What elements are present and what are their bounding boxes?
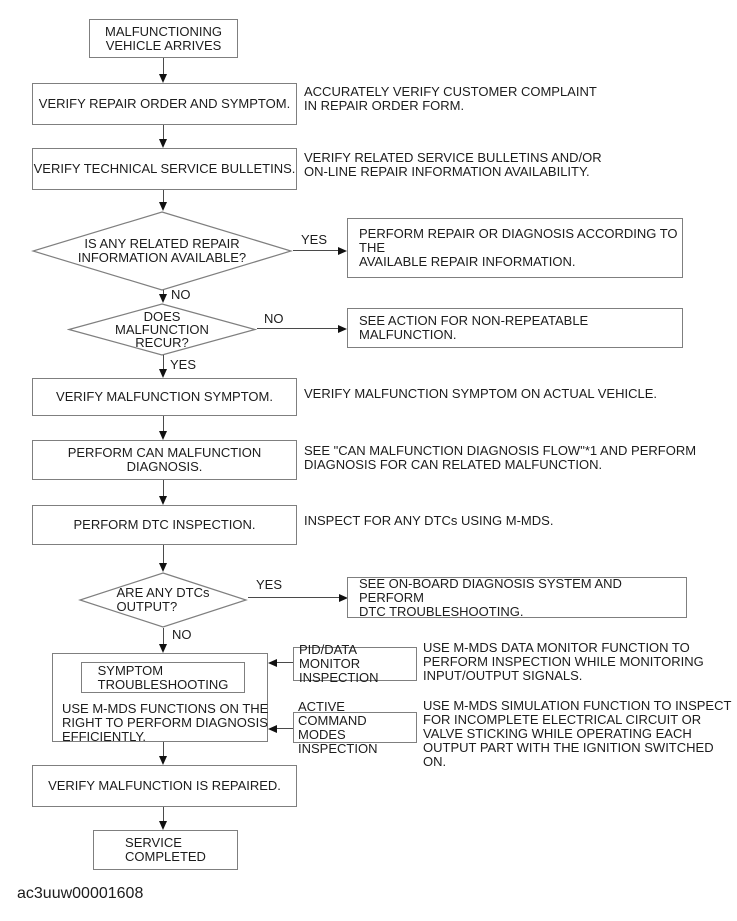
end-box-service-completed [93, 830, 238, 870]
arrow-down-icon [159, 139, 167, 148]
process-box-verify-tsb [32, 148, 297, 190]
process-label: VERIFY MALFUNCTION IS REPAIRED. [48, 778, 281, 793]
process-label: VERIFY TECHNICAL SERVICE BULLETINS. [33, 161, 296, 176]
action-line: SEE ACTION FOR NON-REPEATABLE MALFUNCTION. [359, 313, 589, 342]
branch-label-yes: YES [170, 357, 197, 372]
arrow-down-icon [159, 74, 167, 83]
note-line: VERIFY MALFUNCTION SYMPTOM ON ACTUAL VEHICLE. [304, 386, 657, 401]
decision-text [67, 303, 257, 356]
process-box-dtc-inspection [32, 505, 297, 545]
branch-label-yes: YES [256, 577, 283, 592]
note-symptom [304, 387, 657, 401]
arrow-down-icon [159, 496, 167, 505]
decision-text [31, 211, 293, 291]
title-line: SYMPTOM [97, 662, 164, 678]
symptom-troubleshooting-title-box [81, 662, 245, 693]
note-line: FOR INCOMPLETE ELECTRICAL CIRCUIT OR [423, 712, 702, 727]
branch-label-no: NO [171, 287, 191, 302]
connector-down [163, 807, 164, 822]
process-label: VERIFY REPAIR ORDER AND SYMPTOM. [38, 96, 291, 111]
arrow-down-icon [159, 202, 167, 211]
action-box-perform-repair [347, 218, 683, 278]
tool-box-line: MODES INSPECTION [298, 726, 378, 756]
action-line: PERFORM REPAIR OR DIAGNOSIS ACCORDING TO THE [359, 226, 678, 255]
process-box-verify-repair-order [32, 83, 297, 125]
symptom-troubleshooting-body [62, 702, 268, 744]
note-line: ON-LINE REPAIR INFORMATION AVAILABILITY. [304, 164, 590, 179]
body-line: RIGHT TO PERFORM DIAGNOSIS [62, 715, 268, 730]
connector-down [163, 480, 164, 497]
start-box [89, 19, 238, 58]
note-line: PERFORM INSPECTION WHILE MONITORING [423, 654, 704, 669]
note-line: INPUT/OUTPUT SIGNALS. [423, 668, 583, 683]
decision-line: DOES [143, 309, 181, 324]
branch-label-no: NO [264, 311, 284, 326]
connector-down [163, 628, 164, 645]
figure-code: ac3uuw00001608 [17, 885, 144, 902]
action-line: SEE ON-BOARD DIAGNOSIS SYSTEM AND PERFORM [359, 575, 622, 605]
arrow-down-icon [159, 756, 167, 765]
arrow-down-icon [159, 644, 167, 653]
note-line: DIAGNOSIS FOR CAN RELATED MALFUNCTION. [304, 457, 603, 472]
connector-down [163, 416, 164, 432]
note-line: VALVE STICKING WHILE OPERATING EACH [423, 726, 692, 741]
process-box-verify-symptom [32, 378, 297, 416]
note-dtc [304, 514, 553, 528]
connector-yes-3 [248, 597, 339, 598]
end-box-line: COMPLETED [125, 849, 206, 864]
decision-text [78, 572, 248, 628]
title-block [98, 664, 229, 692]
decision-line: RECUR? [135, 335, 189, 350]
decision-line: IS ANY RELATED REPAIR [84, 236, 240, 251]
connector-down [163, 125, 164, 140]
note-line: SEE "CAN MALFUNCTION DIAGNOSIS FLOW"*1 AND PERFORM [304, 443, 697, 458]
action-line: DTC TROUBLESHOOTING. [359, 603, 524, 619]
start-box-line2: VEHICLE ARRIVES [105, 37, 222, 53]
arrow-right-icon [338, 247, 347, 255]
decision-line: ARE ANY DTCs [116, 585, 210, 600]
connector-pid [277, 662, 293, 663]
tool-box-line: PID/DATA MONITOR [299, 642, 361, 671]
process-label: VERIFY MALFUNCTION SYMPTOM. [56, 389, 273, 404]
arrow-left-icon [268, 659, 277, 667]
branch-label-no: NO [172, 627, 192, 642]
note-line: OUTPUT PART WITH THE IGNITION SWITCHED ON. [423, 740, 714, 769]
note-pid [423, 641, 704, 683]
decision-dtcs-output [78, 572, 248, 628]
note-active [423, 699, 737, 769]
decision-text-block [117, 586, 210, 614]
note-line: USE M-MDS SIMULATION FUNCTION TO INSPECT [423, 698, 732, 713]
action-box-onboard-diagnosis [347, 577, 687, 618]
start-box-line1: MALFUNCTIONING [105, 23, 222, 39]
arrow-down-icon [159, 294, 167, 303]
decision-line: INFORMATION AVAILABLE? [77, 250, 247, 265]
connector-no-2 [257, 328, 338, 329]
note-can [304, 444, 696, 472]
note-line: IN REPAIR ORDER FORM. [304, 98, 465, 113]
end-box-line: SERVICE [125, 835, 182, 850]
process-label: PERFORM CAN MALFUNCTION DIAGNOSIS. [67, 445, 262, 474]
connector-yes-1 [293, 250, 338, 251]
process-box-can-diagnosis [32, 440, 297, 480]
tool-box-line: ACTIVE COMMAND [298, 698, 367, 728]
connector-active [277, 728, 293, 729]
tool-box-pid-monitor [293, 642, 417, 685]
note-line: USE M-MDS DATA MONITOR FUNCTION TO [423, 640, 690, 655]
decision-repair-info-available [31, 211, 293, 291]
action-line: AVAILABLE REPAIR INFORMATION. [359, 254, 576, 269]
tool-box-active-command [293, 698, 417, 756]
note-line: VERIFY RELATED SERVICE BULLETINS AND/OR [304, 150, 602, 165]
connector-down [163, 545, 164, 564]
arrow-down-icon [159, 821, 167, 830]
body-line: USE M-MDS FUNCTIONS ON THE [62, 701, 269, 716]
arrow-down-icon [159, 369, 167, 378]
body-line: EFFICIENTLY. [62, 729, 147, 744]
end-box-block [125, 836, 206, 864]
connector-down [163, 742, 164, 757]
decision-line: MALFUNCTION [115, 322, 209, 337]
process-box-verify-repaired [32, 765, 297, 807]
arrow-down-icon [159, 563, 167, 572]
arrow-left-icon [268, 725, 277, 733]
connector-down [163, 58, 164, 75]
note-line: ACCURATELY VERIFY CUSTOMER COMPLAINT [304, 84, 597, 99]
process-label: PERFORM DTC INSPECTION. [73, 517, 256, 532]
connector-down [163, 355, 164, 370]
note-tsb [304, 151, 602, 179]
note-line: INSPECT FOR ANY DTCs USING M-MDS. [304, 513, 554, 528]
branch-label-yes: YES [301, 232, 328, 247]
action-box-non-repeatable [347, 308, 683, 348]
tool-box-line: INSPECTION [299, 670, 379, 685]
arrow-right-icon [338, 325, 347, 333]
decision-line: OUTPUT? [116, 599, 178, 614]
note-repair-order [304, 85, 597, 113]
title-line: TROUBLESHOOTING [97, 676, 229, 692]
decision-malfunction-recur [67, 303, 257, 356]
arrow-down-icon [159, 431, 167, 440]
